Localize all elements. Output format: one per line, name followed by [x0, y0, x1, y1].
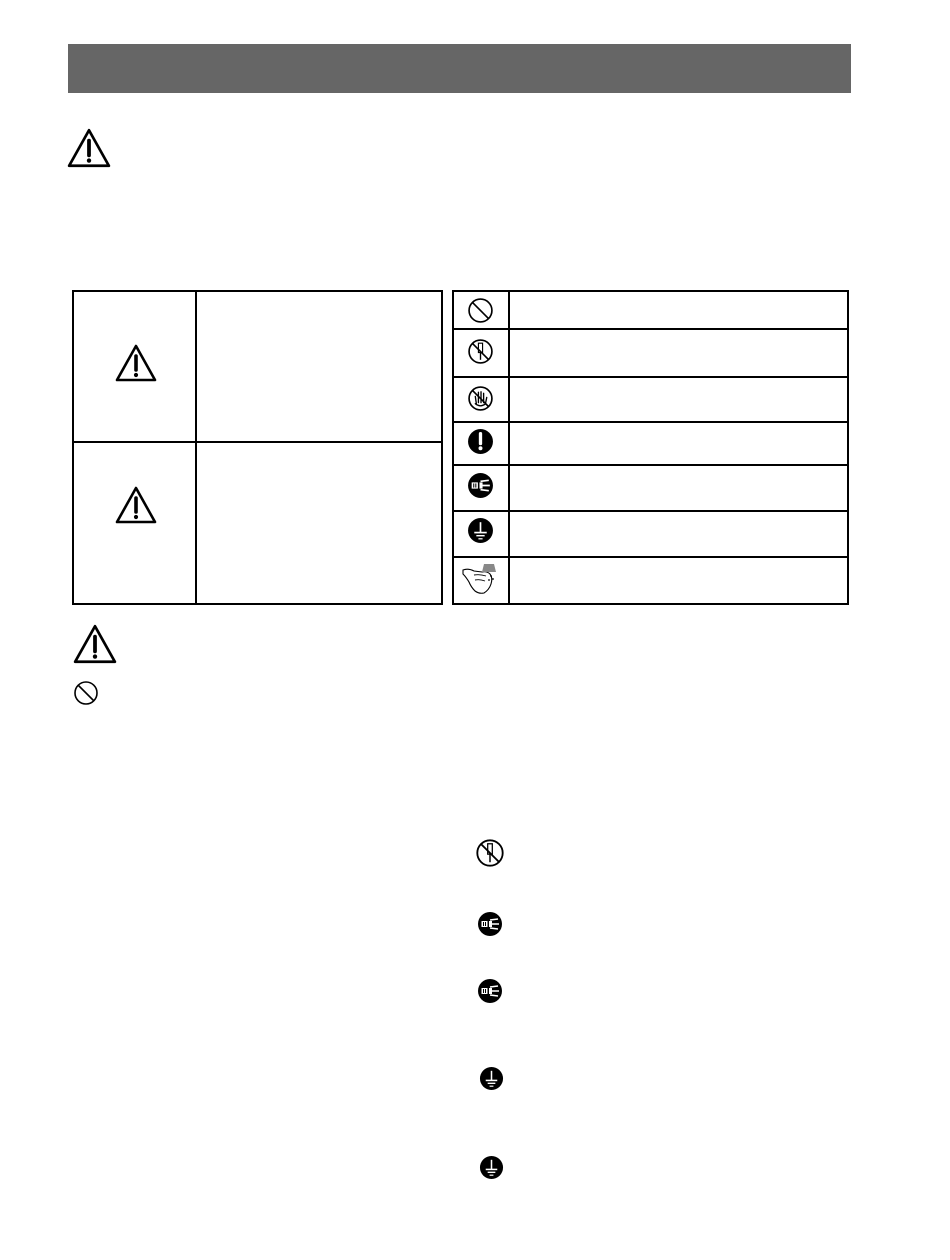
section-header-bar [68, 44, 851, 93]
unplug-power-icon [477, 978, 503, 1004]
symbol-meaning-table [452, 290, 849, 605]
wet-hands-prohibition-icon [460, 562, 500, 596]
do-not-disassemble-icon [467, 338, 494, 365]
ground-connection-icon [467, 517, 494, 544]
warning-triangle-icon [114, 343, 158, 383]
ground-connection-icon [479, 1155, 504, 1180]
hazard-level-table [72, 290, 443, 605]
do-not-touch-icon [467, 385, 494, 412]
warning-triangle-icon [114, 485, 158, 525]
mandatory-action-icon [467, 428, 494, 455]
unplug-power-icon [467, 472, 494, 499]
warning-triangle-icon [72, 623, 118, 665]
ground-connection-icon [479, 1066, 504, 1091]
unplug-power-icon [477, 911, 503, 937]
warning-triangle-icon [66, 127, 112, 169]
do-not-disassemble-icon [475, 838, 505, 868]
prohibition-icon [73, 680, 99, 706]
prohibition-icon [467, 297, 494, 324]
